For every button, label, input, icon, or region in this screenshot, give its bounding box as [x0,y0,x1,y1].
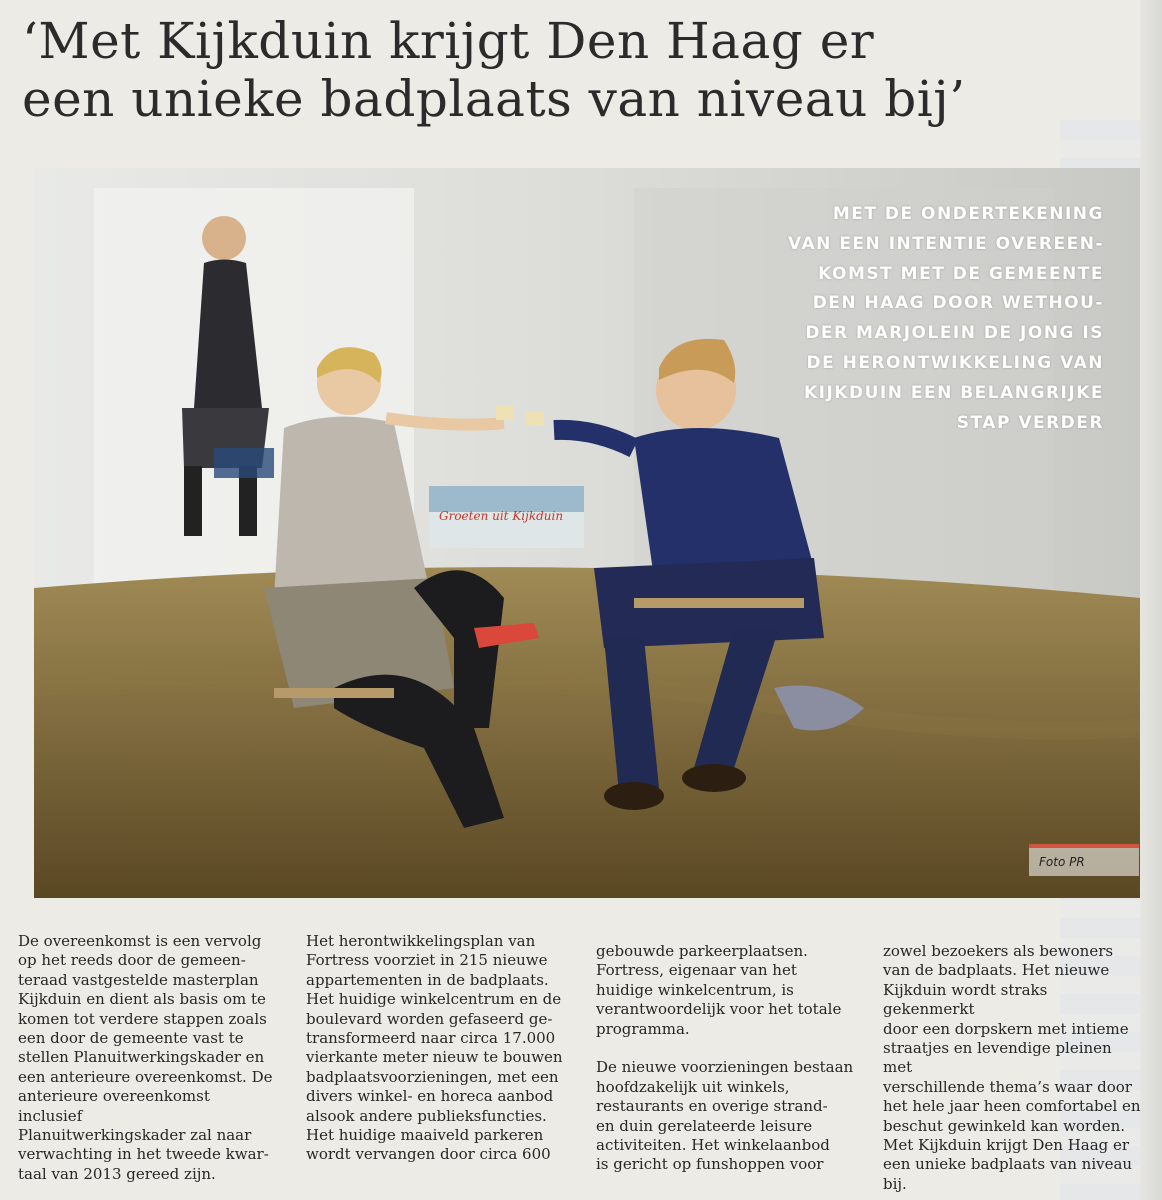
article-column-2: Het herontwikkelingsplan van Fortress voorziet in 215 nieuwe appartementen in de badplaats. Het huidige winkelcentrum en de boulevard worden gefaseerd ge- transformeerd naar circa 17.000 vierkante meter nieuw te bouwen badplaatsvoorzieningen, met een divers winkel- en horeca aanbod alsook andere publieksfuncties. Het huidige maaiveld parkeren wordt vervangen door circa 600 [306,932,563,1164]
article-photo [34,168,1140,898]
paper-edge [1140,0,1162,1200]
article-column-4: zowel bezoekers als bewoners van de badplaats. Het nieuwe Kijkduin wordt straks gekenmerkt door een dorpskern met intieme straatjes en levendige pleinen met verschillende thema’s waar door het hele jaar heen comfortabel en beschut gewinkeld kan worden. Met Kijkduin krijgt Den Haag er een unieke badplaats van niveau bij. [883,942,1141,1193]
article-column-3: gebouwde parkeerplaatsen. Fortress, eigenaar van het huidige winkelcentrum, is verantwoordelijk voor het totale programma. De nieuwe voorzieningen bestaan hoofdzakelijk uit winkels, restaurants en overige strand- en duin gerelateerde leisure activiteiten. Het winkelaanbod is gericht op funshoppen voor [596,942,854,1174]
poster-text: Groeten uit Kijkduin [439,509,564,523]
article-column-1: De overeenkomst is een vervolg op het reeds door de gemeen- teraad vastgestelde masterplan Kijkduin en dient als basis om te komen tot verdere stappen zoals een door de gemeente vast te stellen Planuitwerkingskader en een anterieure overeenkomst. De anterieure overeenkomst inclusief Planuitwerkingskader zal naar verwachting in het tweede kwar- taal van 2013 gereed zijn. [18,932,273,1183]
photo-caption: MET DE ONDERTEKENING VAN EEN INTENTIE OVEREEN- KOMST MET DE GEMEENTE DEN HAAG DOOR WETHOU- DER MARJOLEIN DE JONG IS DE HERONTWIKKELING VAN KIJKDUIN EEN BELANGRIJKE STAP VERDER [788,204,1104,433]
article-headline: ‘Met Kijkduin krijgt Den Haag er een unieke badplaats van niveau bij’ [22,12,966,128]
photo-credit: Foto PR [1029,848,1139,876]
